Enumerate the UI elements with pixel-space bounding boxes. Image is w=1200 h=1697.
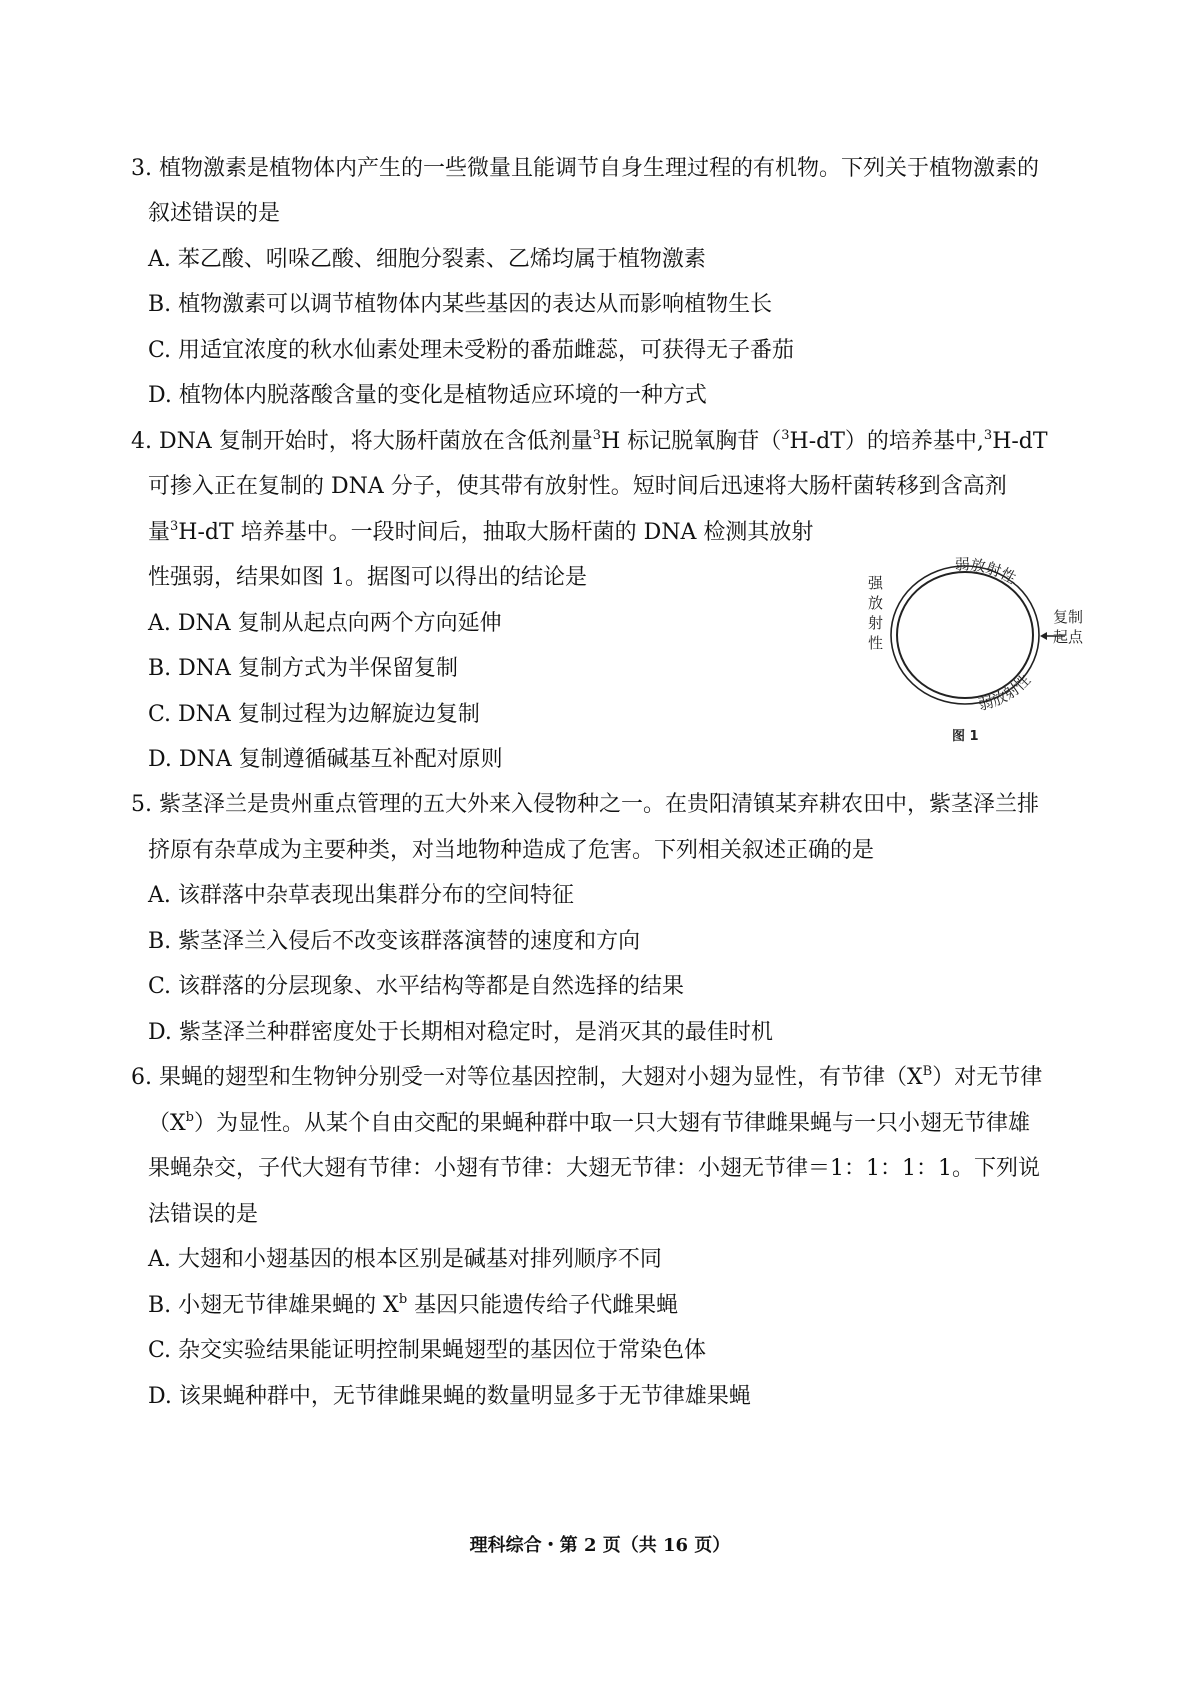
q5-number: 5. <box>131 792 152 817</box>
q4-text: DNA 复制开始时，将大肠杆菌放在含低剂量 <box>159 429 593 454</box>
option-text: 该果蝇种群中，无节律雌果蝇的数量明显多于无节律雄果蝇 <box>178 1384 751 1409</box>
strong-label-4: 性 <box>868 634 884 652</box>
option-text: 杂交实验结果能证明控制果蝇翅型的基因位于常染色体 <box>178 1338 707 1363</box>
superscript: B <box>922 1064 933 1079</box>
superscript: b <box>398 1292 408 1307</box>
q6-option-c <box>148 1336 706 1366</box>
option-text: 植物激素可以调节植物体内某些基因的表达从而影响植物生长 <box>178 292 773 317</box>
option-letter: A. <box>148 883 171 908</box>
q6-line-3: 果蝇杂交，子代大翅有节律：小翅有节律：大翅无节律：小翅无节律＝1：1：1：1。下列说 <box>148 1156 1040 1181</box>
strong-label-2: 放 <box>868 594 884 612</box>
q5-line-1 <box>131 790 1039 820</box>
q6-text: ）为显性。从某个自由交配的果蝇种群中取一只大翅有节律雌果蝇与一只小翅无节律雄 <box>194 1111 1031 1136</box>
q5-option-b <box>148 927 640 957</box>
option-letter: A. <box>148 611 171 636</box>
q5-option-a <box>148 881 574 911</box>
q4-text: 量 <box>148 520 171 545</box>
option-letter: C. <box>148 338 172 363</box>
q4-line-2: 可掺入正在复制的 DNA 分子，使其带有放射性。短时间后迅速将大肠杆菌转移到含高剂 <box>148 474 1007 499</box>
q4-option-a <box>148 609 502 639</box>
option-text: 基因只能遗传给子代雌果蝇 <box>407 1293 679 1318</box>
q6-line-1 <box>131 1063 1042 1093</box>
q3-option-b <box>148 290 772 320</box>
option-text: 紫茎泽兰入侵后不改变该群落演替的速度和方向 <box>178 929 641 954</box>
option-text: 该群落中杂草表现出集群分布的空间特征 <box>177 883 574 908</box>
q6-option-a <box>148 1245 662 1275</box>
figure-1-dna-ring <box>860 540 1090 750</box>
q4-option-b <box>148 654 458 684</box>
option-text: 用适宜浓度的秋水仙素处理未受粉的番茄雌蕊，可获得无子番茄 <box>178 338 795 363</box>
weak-label-bottom: 弱放射性 <box>976 670 1035 715</box>
q4-line-4: 性强弱，结果如图 1。据图可以得出的结论是 <box>148 565 587 590</box>
option-text: 大翅和小翅基因的根本区别是碱基对排列顺序不同 <box>177 1247 662 1272</box>
option-letter: B. <box>148 929 172 954</box>
option-letter: C. <box>148 974 172 999</box>
superscript: 3 <box>781 428 790 443</box>
q4-text: H-dT <box>992 429 1048 454</box>
q4-line-3 <box>148 518 813 548</box>
q3-number: 3. <box>131 156 152 181</box>
q4-option-d <box>148 745 503 775</box>
q3-option-a <box>148 245 706 275</box>
inner-strand <box>897 572 1033 698</box>
option-text: 小翅无节律雄果蝇的 X <box>178 1293 399 1318</box>
q4-option-c <box>148 700 480 730</box>
q3-text-1: 植物激素是植物体内产生的一些微量且能调节自身生理过程的有机物。下列关于植物激素的 <box>159 156 1040 181</box>
option-text: DNA 复制从起点向两个方向延伸 <box>177 611 502 636</box>
strong-label-1: 强 <box>868 574 884 592</box>
q5-line-2: 挤原有杂草成为主要种类，对当地物种造成了危害。下列相关叙述正确的是 <box>148 838 875 863</box>
page-footer: 理科综合・第 2 页（共 16 页） <box>469 1535 731 1556</box>
superscript: 3 <box>170 519 179 534</box>
q6-option-b <box>148 1291 678 1321</box>
q4-text: H-dT）的培养基中, <box>789 429 984 454</box>
q6-option-d <box>148 1382 751 1412</box>
q3-option-d <box>148 381 707 411</box>
option-letter: D. <box>148 1020 172 1045</box>
q6-text: ）对无节律 <box>932 1065 1043 1090</box>
q6-number: 6. <box>131 1065 152 1090</box>
q5-option-c <box>148 972 684 1002</box>
q3-line-2: 叙述错误的是 <box>148 201 281 226</box>
origin-label-1: 复制 <box>1053 608 1084 626</box>
q6-text: （X <box>148 1111 186 1136</box>
option-text: DNA 复制过程为边解旋边复制 <box>178 702 480 727</box>
option-letter: A. <box>148 1247 171 1272</box>
option-text: 植物体内脱落酸含量的变化是植物适应环境的一种方式 <box>178 383 707 408</box>
option-letter: D. <box>148 1384 172 1409</box>
option-letter: C. <box>148 702 172 727</box>
q4-line-1 <box>131 427 1048 457</box>
option-letter: B. <box>148 656 172 681</box>
q6-line-4: 法错误的是 <box>148 1202 259 1227</box>
superscript: 3 <box>592 428 602 443</box>
option-text: 该群落的分层现象、水平结构等都是自然选择的结果 <box>178 974 685 999</box>
q4-text: H-dT 培养基中。一段时间后，抽取大肠杆菌的 DNA 检测其放射 <box>178 520 814 545</box>
option-text: DNA 复制遵循碱基互补配对原则 <box>178 747 503 772</box>
superscript: b <box>185 1110 194 1125</box>
q6-line-2 <box>148 1109 1030 1139</box>
option-text: 紫茎泽兰种群密度处于长期相对稳定时，是消灭其的最佳时机 <box>178 1020 773 1045</box>
q5-option-d <box>148 1018 773 1048</box>
q4-text: H 标记脱氧胸苷（ <box>601 429 782 454</box>
option-letter: B. <box>148 292 172 317</box>
weak-label-top: 弱放射性 <box>954 555 1020 588</box>
strong-label-3: 射 <box>868 614 884 632</box>
origin-label-2: 起点 <box>1053 628 1084 646</box>
option-text: 苯乙酸、吲哚乙酸、细胞分裂素、乙烯均属于植物激素 <box>177 247 706 272</box>
option-letter: A. <box>148 247 171 272</box>
q6-text: 果蝇的翅型和生物钟分别受一对等位基因控制，大翅对小翅为显性，有节律（X <box>159 1065 923 1090</box>
option-letter: D. <box>148 383 172 408</box>
option-letter: D. <box>148 747 172 772</box>
figure-caption: 图 1 <box>952 729 979 744</box>
q3-option-c <box>148 336 794 366</box>
superscript: 3 <box>983 428 993 443</box>
option-text: DNA 复制方式为半保留复制 <box>178 656 458 681</box>
q5-text-1: 紫茎泽兰是贵州重点管理的五大外来入侵物种之一。在贵阳清镇某弃耕农田中，紫茎泽兰排 <box>159 792 1040 817</box>
option-letter: C. <box>148 1338 172 1363</box>
q3-line-1 <box>131 154 1039 184</box>
option-letter: B. <box>148 1293 172 1318</box>
q4-number: 4. <box>131 429 152 454</box>
